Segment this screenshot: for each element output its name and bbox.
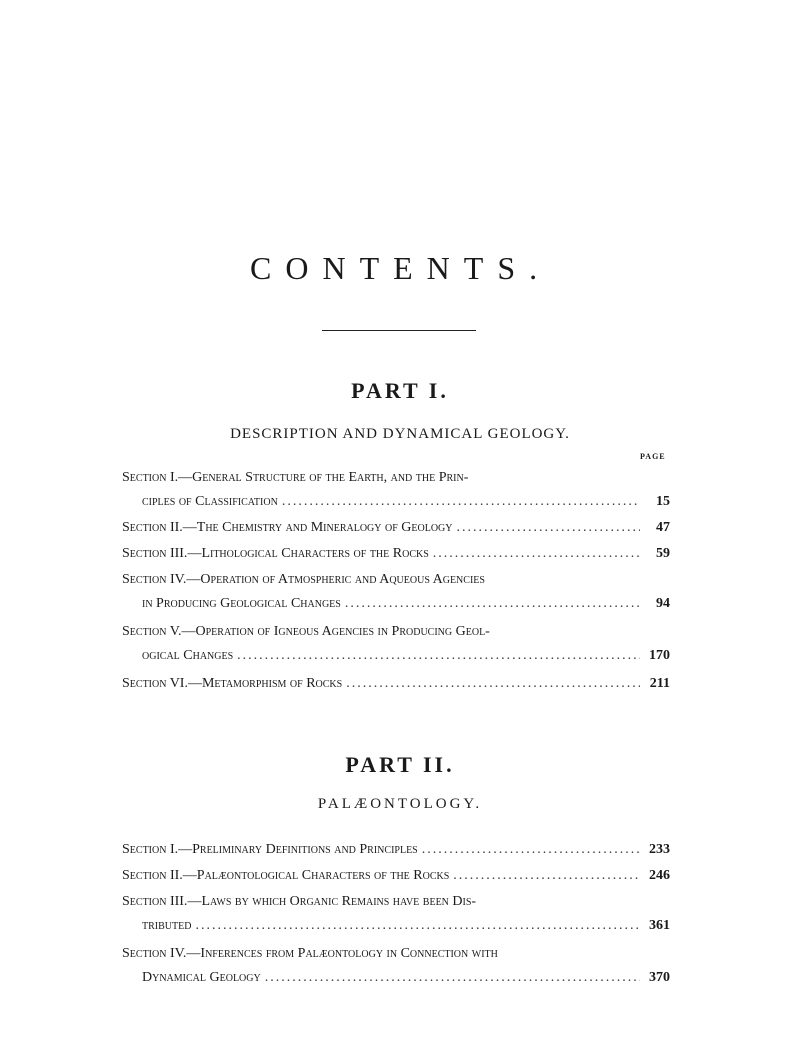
leader-dots	[457, 516, 641, 540]
toc-entry-line	[122, 864, 670, 888]
section-label: Section II.	[122, 520, 183, 535]
part-1-subtitle: DESCRIPTION AND DYNAMICAL GEOLOGY.	[230, 426, 570, 442]
toc-entry-part1-section-5	[122, 620, 670, 668]
leader-dots	[195, 914, 640, 938]
toc-entry-line	[122, 592, 670, 616]
section-title-cont: tributed	[142, 918, 192, 933]
section-label: Section IV.	[122, 946, 187, 961]
toc-entry-part1-section-3	[122, 542, 670, 566]
toc-entry-part1-section-4	[122, 568, 670, 616]
section-title-cont: ciples of Classification	[142, 494, 278, 509]
toc-entry-part2-section-1	[122, 838, 670, 862]
leader-dots	[265, 966, 640, 990]
page-title: CONTENTS.	[250, 250, 552, 286]
toc-entry-line	[122, 542, 670, 566]
part-2-subtitle: PALÆONTOLOGY.	[317, 796, 483, 812]
page-number: 94	[656, 596, 670, 611]
section-title-cont: in Producing Geological Changes	[142, 596, 341, 611]
section-title: —Laws by which Organic Remains have been Dis-	[187, 894, 477, 909]
toc-entry-line	[122, 672, 670, 696]
section-title: —Metamorphism of Rocks	[187, 676, 343, 691]
title-rule	[322, 330, 476, 331]
section-label: Section I.	[122, 470, 179, 485]
leader-dots	[282, 490, 640, 514]
toc-entry-part2-section-4	[122, 942, 670, 990]
section-title: —Operation of Igneous Agencies in Producing Geol-	[181, 624, 490, 639]
toc-entry-line	[122, 914, 670, 938]
section-label: Section III.	[122, 546, 188, 561]
leader-dots	[433, 542, 640, 566]
toc-entry-line	[122, 516, 670, 540]
leader-dots	[453, 864, 640, 888]
part-1-heading: PART I.	[351, 378, 449, 403]
section-title: —The Chemistry and Mineralogy of Geology	[182, 520, 453, 535]
toc-entry-line	[122, 490, 670, 514]
toc-entry-line	[122, 942, 670, 966]
toc-entry-part2-section-3	[122, 890, 670, 938]
section-label: Section III.	[122, 894, 188, 909]
toc-entry-line	[122, 644, 670, 668]
section-label: Section II.	[122, 868, 183, 883]
page-number: 15	[656, 494, 670, 509]
toc-entry-line	[122, 838, 670, 862]
page-number: 170	[649, 648, 670, 663]
page-number: 233	[649, 842, 670, 857]
toc-entry-line	[122, 966, 670, 990]
page-number: 246	[649, 868, 670, 883]
leader-dots	[422, 838, 640, 862]
page-number: 59	[656, 546, 670, 561]
toc-entry-line	[122, 466, 670, 490]
toc-entry-line	[122, 568, 670, 592]
page-number: 211	[649, 676, 670, 691]
section-label: Section I.	[122, 842, 179, 857]
toc-entry-part1-section-2	[122, 516, 670, 540]
page-number: 370	[649, 970, 670, 985]
toc-entry-part1-section-1	[122, 466, 670, 514]
toc-entry-line	[122, 890, 670, 914]
leader-dots	[237, 644, 640, 668]
toc-entry-line	[122, 620, 670, 644]
section-title: —Preliminary Definitions and Principles	[178, 842, 418, 857]
page-number: 361	[649, 918, 670, 933]
leader-dots	[345, 592, 640, 616]
page-column-label: PAGE	[640, 452, 666, 461]
section-title: —Palæontological Characters of the Rocks	[182, 868, 450, 883]
leader-dots	[346, 672, 640, 696]
section-title-cont: Dynamical Geology	[142, 970, 261, 985]
part-2-heading: PART II.	[345, 752, 455, 777]
section-title: —Inferences from Palæontology in Connection with	[186, 946, 498, 961]
toc-entry-part1-section-6	[122, 672, 670, 696]
section-title-cont: ogical Changes	[142, 648, 234, 663]
section-title: —General Structure of the Earth, and the Prin-	[178, 470, 469, 485]
page-number: 47	[656, 520, 670, 535]
section-label: Section VI.	[122, 676, 188, 691]
section-title: —Operation of Atmospheric and Aqueous Agencies	[186, 572, 485, 587]
section-title: —Lithological Characters of the Rocks	[187, 546, 429, 561]
section-label: Section IV.	[122, 572, 187, 587]
section-label: Section V.	[122, 624, 182, 639]
toc-entry-part2-section-2	[122, 864, 670, 888]
